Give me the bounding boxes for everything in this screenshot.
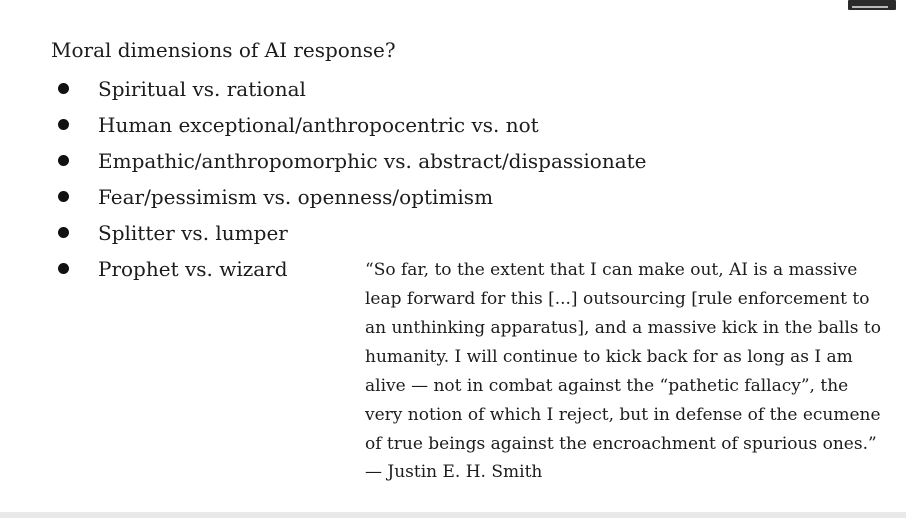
quote-line: very notion of which I reject, but in defense of the ecumene [365,405,881,425]
bullet-text: Prophet vs. wizard [98,257,288,281]
bullet-dot-icon [58,227,69,238]
quote-line: leap forward for this [...] outsourcing [rule enforcement to [365,289,870,309]
quote-line: an unthinking apparatus], and a massive kick in the balls to [365,318,881,338]
participant-video-thumbnail[interactable] [848,0,896,10]
quote-line: humanity. I will continue to kick back for as long as I am [365,347,853,367]
bullet-text: Splitter vs. lumper [98,221,288,245]
bullet-dot-icon [58,119,69,130]
bottom-divider [0,512,906,518]
quote-block [365,256,895,459]
bullet-text: Fear/pessimism vs. openness/optimism [98,185,494,209]
quote-attribution: — Justin E. H. Smith [365,462,543,482]
bullet-text: Empathic/anthropomorphic vs. abstract/dispassionate [98,149,647,173]
bullet-dot-icon [58,191,69,202]
participant-name-strip [852,6,888,8]
quote-line: alive — not in combat against the “pathetic fallacy”, the [365,376,849,396]
bullet-text: Spiritual vs. rational [98,77,306,101]
bullet-text: Human exceptional/anthropocentric vs. not [98,113,539,137]
bullet-dot-icon [58,263,69,274]
quote-line: of true beings against the encroachment of spurious ones.” [365,434,877,454]
quote-line: “So far, to the extent that I can make out, AI is a massive [365,260,858,280]
bullet-dot-icon [58,83,69,94]
slide-title: Moral dimensions of AI response? [51,38,396,62]
bullet-dot-icon [58,155,69,166]
